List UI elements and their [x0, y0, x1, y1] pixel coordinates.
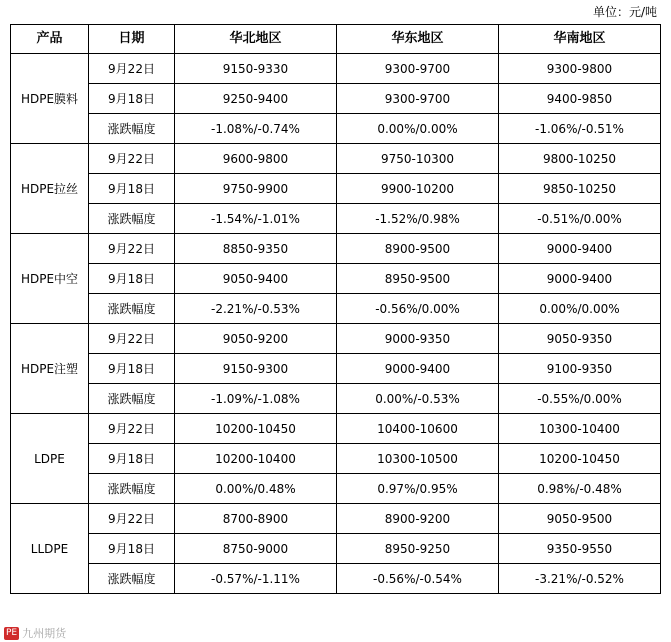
row-label-cell: 9月18日: [89, 264, 175, 294]
value-cell-south: -3.21%/-0.52%: [499, 564, 661, 594]
table-row: [11, 504, 661, 534]
value-cell-north: 0.00%/0.48%: [175, 474, 337, 504]
table-row: [11, 534, 661, 564]
table-row: [11, 474, 661, 504]
table-body: [11, 54, 661, 594]
row-label-cell: 9月22日: [89, 144, 175, 174]
row-label-cell: 9月22日: [89, 324, 175, 354]
value-cell-east: 9300-9700: [337, 84, 499, 114]
value-cell-north: 9150-9300: [175, 354, 337, 384]
row-label-cell: 9月18日: [89, 174, 175, 204]
value-cell-east: 9000-9400: [337, 354, 499, 384]
row-label-cell: 9月22日: [89, 414, 175, 444]
value-cell-east: 0.00%/0.00%: [337, 114, 499, 144]
value-cell-south: 9100-9350: [499, 354, 661, 384]
value-cell-south: 0.98%/-0.48%: [499, 474, 661, 504]
unit-note: 单位：元/吨: [592, 5, 657, 19]
value-cell-east: 0.97%/0.95%: [337, 474, 499, 504]
product-cell: HDPE拉丝: [11, 144, 89, 234]
value-cell-south: -0.55%/0.00%: [499, 384, 661, 414]
product-cell: HDPE中空: [11, 234, 89, 324]
value-cell-east: 0.00%/-0.53%: [337, 384, 499, 414]
watermark-badge: PE: [6, 628, 18, 638]
table-row: [11, 144, 661, 174]
value-cell-north: 9600-9800: [175, 144, 337, 174]
value-cell-north: 8750-9000: [175, 534, 337, 564]
product-cell: LLDPE: [11, 504, 89, 594]
value-cell-south: 9300-9800: [499, 54, 661, 84]
value-cell-south: 9000-9400: [499, 264, 661, 294]
table-row: [11, 414, 661, 444]
row-label-cell: 涨跌幅度: [89, 564, 175, 594]
watermark: [4, 627, 66, 640]
value-cell-south: 9800-10250: [499, 144, 661, 174]
value-cell-north: -1.08%/-0.74%: [175, 114, 337, 144]
row-label-cell: 9月22日: [89, 234, 175, 264]
value-cell-south: 9350-9550: [499, 534, 661, 564]
value-cell-east: 9000-9350: [337, 324, 499, 354]
header-south-china: 华南地区: [499, 25, 661, 54]
value-cell-east: 9300-9700: [337, 54, 499, 84]
value-cell-north: 9250-9400: [175, 84, 337, 114]
table-row: [11, 354, 661, 384]
value-cell-east: 8900-9200: [337, 504, 499, 534]
value-cell-north: -1.54%/-1.01%: [175, 204, 337, 234]
table-header: [11, 25, 661, 54]
table-row: [11, 204, 661, 234]
table-row: [11, 234, 661, 264]
value-cell-east: 10300-10500: [337, 444, 499, 474]
value-cell-east: -1.52%/0.98%: [337, 204, 499, 234]
product-cell: LDPE: [11, 414, 89, 504]
row-label-cell: 9月22日: [89, 54, 175, 84]
value-cell-east: 8950-9250: [337, 534, 499, 564]
value-cell-north: 9150-9330: [175, 54, 337, 84]
table-row: [11, 114, 661, 144]
value-cell-south: 9050-9350: [499, 324, 661, 354]
product-cell: HDPE膜料: [11, 54, 89, 144]
value-cell-east: 8900-9500: [337, 234, 499, 264]
row-label-cell: 涨跌幅度: [89, 474, 175, 504]
value-cell-north: 9750-9900: [175, 174, 337, 204]
value-cell-south: 9400-9850: [499, 84, 661, 114]
value-cell-north: 10200-10400: [175, 444, 337, 474]
row-label-cell: 9月18日: [89, 354, 175, 384]
value-cell-east: 10400-10600: [337, 414, 499, 444]
header-row: [11, 25, 661, 54]
value-cell-north: -0.57%/-1.11%: [175, 564, 337, 594]
value-cell-north: 10200-10450: [175, 414, 337, 444]
table-row: [11, 294, 661, 324]
value-cell-east: -0.56%/0.00%: [337, 294, 499, 324]
header-north-china: 华北地区: [175, 25, 337, 54]
header-date: 日期: [89, 25, 175, 54]
value-cell-east: 9900-10200: [337, 174, 499, 204]
value-cell-north: 8700-8900: [175, 504, 337, 534]
value-cell-south: 10300-10400: [499, 414, 661, 444]
value-cell-north: 8850-9350: [175, 234, 337, 264]
header-east-china: 华东地区: [337, 25, 499, 54]
header-product: 产品: [11, 25, 89, 54]
value-cell-south: 0.00%/0.00%: [499, 294, 661, 324]
row-label-cell: 涨跌幅度: [89, 294, 175, 324]
table-row: [11, 564, 661, 594]
value-cell-south: 9000-9400: [499, 234, 661, 264]
table-row: [11, 264, 661, 294]
value-cell-north: 9050-9400: [175, 264, 337, 294]
value-cell-east: 8950-9500: [337, 264, 499, 294]
row-label-cell: 涨跌幅度: [89, 384, 175, 414]
value-cell-south: 9050-9500: [499, 504, 661, 534]
row-label-cell: 涨跌幅度: [89, 204, 175, 234]
row-label-cell: 9月18日: [89, 444, 175, 474]
row-label-cell: 9月18日: [89, 534, 175, 564]
pe-price-table: [10, 24, 661, 594]
value-cell-south: 9850-10250: [499, 174, 661, 204]
row-label-cell: 9月18日: [89, 84, 175, 114]
table-row: [11, 324, 661, 354]
table-row: [11, 84, 661, 114]
value-cell-north: 9050-9200: [175, 324, 337, 354]
row-label-cell: 9月22日: [89, 504, 175, 534]
product-cell: HDPE注塑: [11, 324, 89, 414]
value-cell-east: 9750-10300: [337, 144, 499, 174]
table-row: [11, 384, 661, 414]
value-cell-north: -1.09%/-1.08%: [175, 384, 337, 414]
value-cell-south: -1.06%/-0.51%: [499, 114, 661, 144]
value-cell-south: -0.51%/0.00%: [499, 204, 661, 234]
table-row: [11, 54, 661, 84]
value-cell-east: -0.56%/-0.54%: [337, 564, 499, 594]
table-row: [11, 444, 661, 474]
row-label-cell: 涨跌幅度: [89, 114, 175, 144]
table-row: [11, 174, 661, 204]
value-cell-south: 10200-10450: [499, 444, 661, 474]
value-cell-north: -2.21%/-0.53%: [175, 294, 337, 324]
watermark-text: 九州期货: [22, 627, 67, 640]
